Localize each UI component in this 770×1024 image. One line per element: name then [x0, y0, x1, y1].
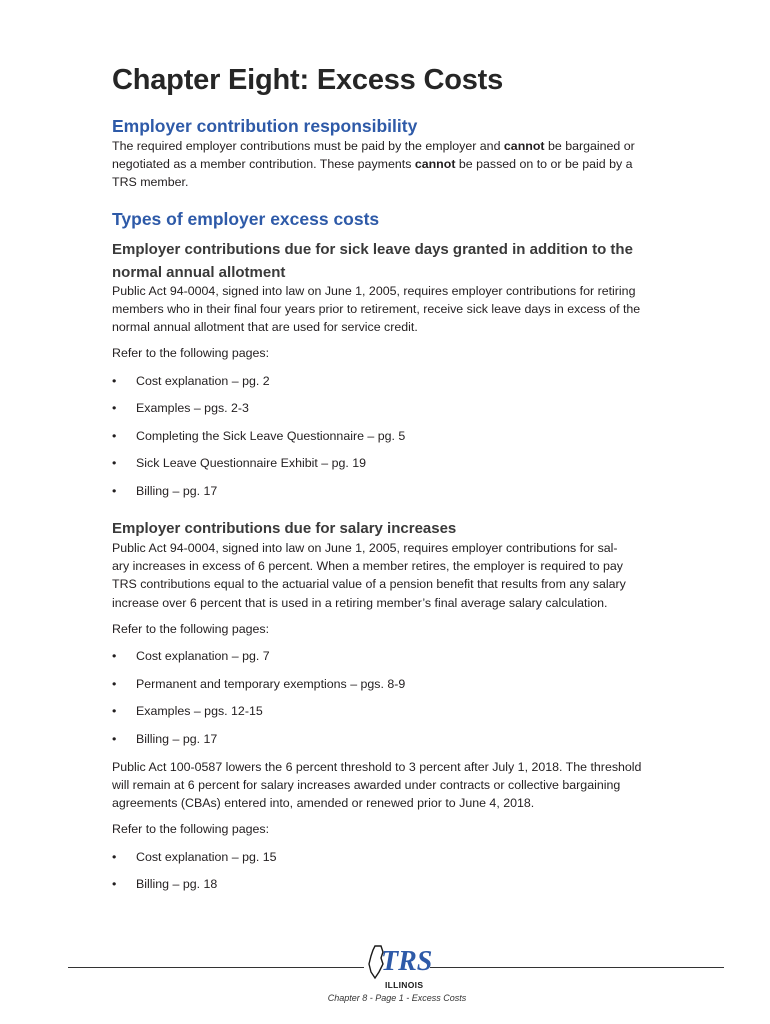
refer-text: Refer to the following pages:: [112, 622, 270, 636]
subheading-salary-increases: Employer contributions due for salary increases: [112, 520, 457, 537]
bullet-icon: •: [112, 877, 117, 891]
section-heading-employer-responsibility: Employer contribution responsibility: [112, 116, 418, 136]
paragraph-line: The required employer contributions must be paid by the employer and cannot be bargained or: [112, 139, 635, 153]
salary-paragraph: Public Act 94-0004, signed into law on June 1, 2005, requires employer contributions for sal- ary increases in excess of 6 percent. When a member retires, the employer is required to pay TRS contributions equal to the actuarial value of a pension benefit that results from any salary increase over 6 percent that is used in a retiring member’s final average salary calculation.: [112, 541, 626, 610]
list-item: • Completing the Sick Leave Questionnaire – pg. 5: [112, 429, 406, 443]
responsibility-paragraph: [112, 137, 684, 192]
refer-text: Refer to the following pages:: [112, 346, 270, 360]
bullet-icon: •: [112, 649, 117, 663]
list-item: • Cost explanation – pg. 15: [112, 850, 277, 864]
list-item: • Billing – pg. 18: [112, 877, 218, 891]
refer-text: Refer to the following pages:: [112, 822, 270, 836]
bullet-icon: •: [112, 704, 117, 718]
bullet-icon: •: [112, 401, 117, 415]
footer-rule-right: [430, 967, 724, 968]
section-heading-types-of-costs: Types of employer excess costs: [112, 209, 380, 229]
bullet-icon: •: [112, 429, 117, 443]
list-item: • Billing – pg. 17: [112, 732, 218, 746]
sick-leave-paragraph: Public Act 94-0004, signed into law on June 1, 2005, requires employer contributions for retiring members who in their final four years prior to retirement, receive sick leave days in excess of the normal annual allotment that are used for service credit.: [112, 284, 641, 335]
list-item: • Permanent and temporary exemptions – pgs. 8-9: [112, 677, 406, 691]
bullet-icon: •: [112, 456, 117, 470]
list-item: • Sick Leave Questionnaire Exhibit – pg. 19: [112, 456, 367, 470]
list-item: • Billing – pg. 17: [112, 484, 218, 498]
logo-state-text: ILLINOIS: [385, 980, 424, 990]
subheading-sick-leave: Employer contributions due for sick leave days granted in addition to the normal annual allotment: [112, 241, 633, 281]
threshold-paragraph: Public Act 100-0587 lowers the 6 percent threshold to 3 percent after July 1, 2018. The threshold will remain at 6 percent for salary increases awarded under contracts or collective bargaining agreements (CBAs) entered into, amended or renewed prior to June 4, 2018.: [112, 760, 642, 811]
bullet-icon: •: [112, 850, 117, 864]
footer-rule-left: [68, 967, 364, 968]
list-item: • Examples – pgs. 12-15: [112, 704, 263, 718]
list-item: • Examples – pgs. 2-3: [112, 401, 249, 415]
logo-letters: TRS: [381, 946, 433, 977]
paragraph-line: negotiated as a member contribution. These payments cannot be passed on to or be paid by a: [112, 157, 633, 172]
list-item: • Cost explanation – pg. 2: [112, 374, 270, 388]
page-title: Chapter Eight: Excess Costs: [112, 64, 504, 96]
bullet-icon: •: [112, 732, 117, 746]
bullet-icon: •: [112, 677, 117, 691]
bullet-icon: •: [112, 374, 117, 388]
page-footer: Chapter 8 - Page 1 - Excess Costs: [327, 993, 467, 1003]
paragraph-line: TRS member.: [112, 175, 189, 190]
bullet-icon: •: [112, 484, 117, 498]
list-item: • Cost explanation – pg. 7: [112, 649, 270, 663]
